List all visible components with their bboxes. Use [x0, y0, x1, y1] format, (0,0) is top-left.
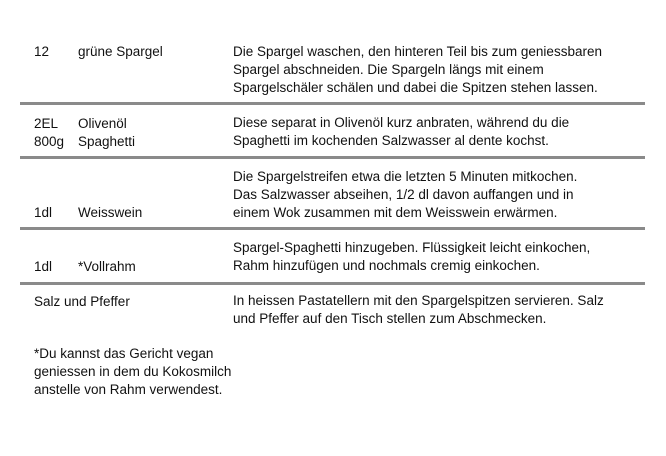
- instruction-line: Spargel abschneiden. Die Spargeln längs mit einem: [233, 62, 544, 77]
- ingredient-quantity: 1dl: [34, 205, 53, 220]
- instruction-text: [233, 168, 653, 222]
- instruction-line: Spaghetti im kochenden Salzwasser al dente kochst.: [233, 133, 549, 148]
- instruction-line: einem Wok zusammen mit dem Weisswein erwärmen.: [233, 205, 558, 220]
- instruction-text: [233, 292, 653, 328]
- instruction-line: und Pfeffer auf den Tisch stellen zum Abschmecken.: [233, 311, 547, 326]
- ingredient-line: [0, 293, 230, 311]
- section-divider: [20, 102, 645, 105]
- ingredient-name: *Vollrahm: [78, 259, 136, 274]
- instruction-line: Die Spargelstreifen etwa die letzten 5 Minuten mitkochen.: [233, 169, 578, 184]
- instruction-line: Die Spargel waschen, den hinteren Teil bis zum geniessbaren: [233, 44, 602, 59]
- section-divider: [20, 282, 645, 285]
- footnote: [34, 345, 294, 399]
- footnote-line: *Du kannst das Gericht vegan: [34, 346, 214, 361]
- ingredient-name: Olivenöl: [78, 116, 127, 131]
- ingredient-line: [0, 133, 230, 151]
- section-divider: [20, 156, 645, 159]
- ingredient-line: [0, 204, 230, 222]
- ingredient-quantity: 800g: [34, 134, 65, 149]
- ingredient-line: [0, 258, 230, 276]
- ingredient-name: grüne Spargel: [78, 44, 163, 59]
- ingredient-name: Weisswein: [78, 205, 143, 220]
- ingredient-line: [0, 115, 230, 133]
- footnote-line: anstelle von Rahm verwendest.: [34, 382, 223, 397]
- instruction-line: Spargel-Spaghetti hinzugeben. Flüssigkeit leicht einkochen,: [233, 240, 591, 255]
- instruction-text: [233, 43, 653, 97]
- instruction-line: Diese separat in Olivenöl kurz anbraten, während du die: [233, 115, 570, 130]
- ingredient-line: [0, 43, 230, 61]
- instruction-line: Rahm hinzufügen und nochmals cremig einkochen.: [233, 258, 540, 273]
- footnote-line: geniessen in dem du Kokosmilch: [34, 364, 232, 379]
- instruction-text: [233, 239, 653, 275]
- ingredient-name: Salz und Pfeffer: [34, 294, 130, 309]
- instruction-line: Spargelschäler schälen und dabei die Spitzen stehen lassen.: [233, 80, 598, 95]
- ingredient-quantity: 2EL: [34, 116, 59, 131]
- instruction-line: Das Salzwasser abseihen, 1/2 dl davon auffangen und in: [233, 187, 574, 202]
- instruction-line: In heissen Pastatellern mit den Spargelspitzen servieren. Salz: [233, 293, 604, 308]
- ingredient-quantity: 12: [34, 44, 50, 59]
- section-divider: [20, 227, 645, 230]
- ingredient-name: Spaghetti: [78, 134, 136, 149]
- ingredient-quantity: 1dl: [34, 259, 53, 274]
- instruction-text: [233, 114, 653, 150]
